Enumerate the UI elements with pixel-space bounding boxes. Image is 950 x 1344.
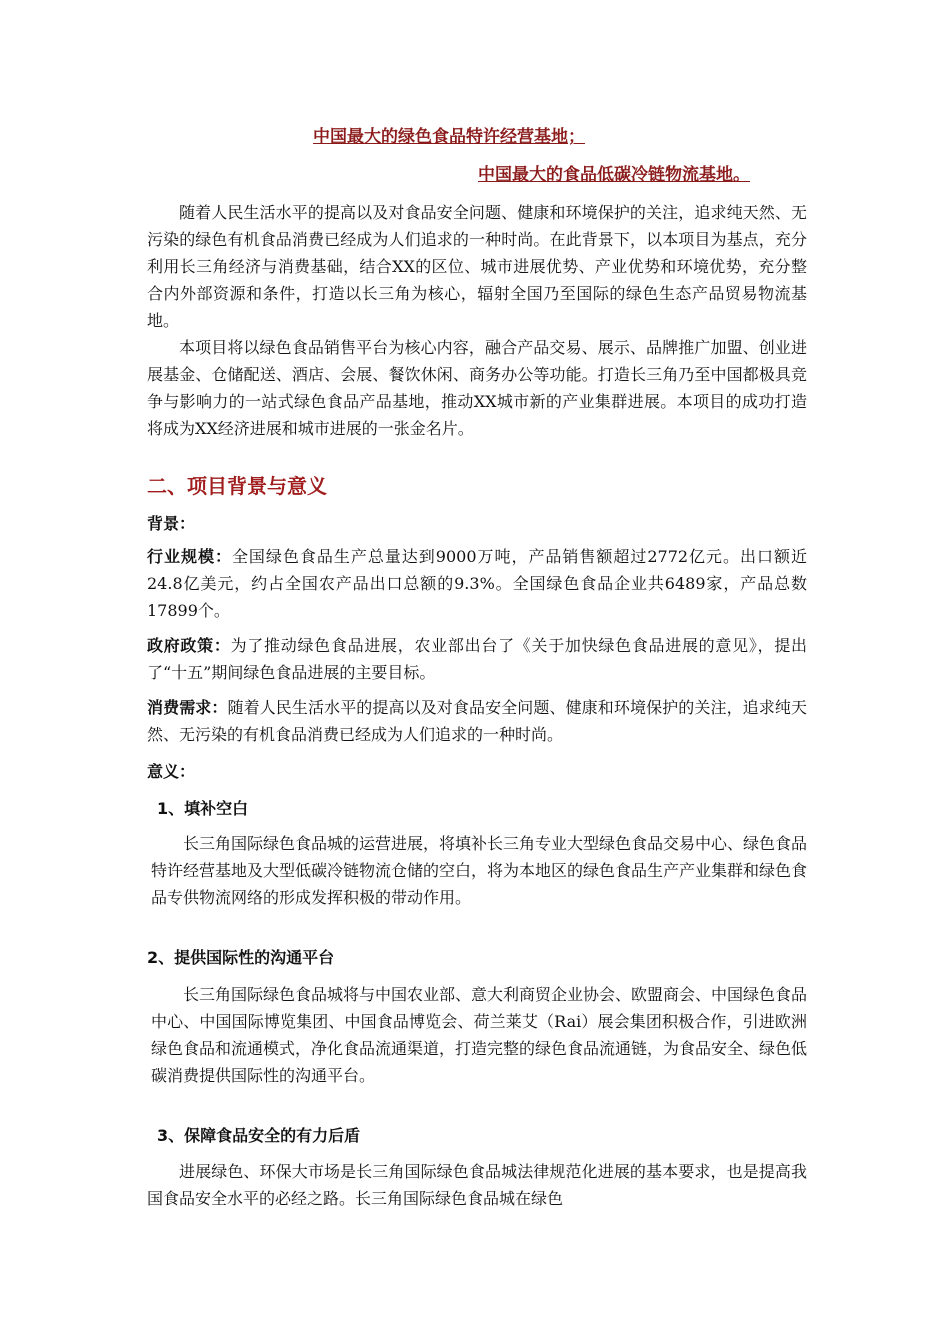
significance-paragraph-2: 长三角国际绿色食品城将与中国农业部、意大利商贸企业协会、欧盟商会、中国绿色食品中心、中国国际博览集团、中国食品博览会、荷兰莱艾（Rai）展会集团积极合作，引进欧洲绿色食品和流通模式，净化食品流通渠道，打造完整的绿色食品流通链，为食品安全、绿色低碳消费提供国际性的沟通平台。: [151, 985, 808, 1085]
intro-paragraph-2: 本项目将以绿色食品销售平台为核心内容，融合产品交易、展示、品牌推广加盟、创业进展基金、仓储配送、酒店、会展、餐饮休闲、商务办公等功能。打造长三角乃至中国都极具竞争与影响力的一站式绿色食品产品基地，推动XX城市新的产业集群进展。本项目的成功打造将成为XX经济进展和城市进展的一张金名片。: [147, 338, 807, 438]
intro-paragraph-1: 随着人民生活水平的提高以及对食品安全问题、健康和环境保护的关注，追求纯天然、无污染的绿色有机食品消费已经成为人们追求的一种时尚。在此背景下，以本项目为基点，充分利用长三角经济与消费基础，结合XX的区位、城市进展优势、产业优势和环境优势，充分整合内外部资源和条件，打造以长三角为核心，辐射全国乃至国际的绿色生态产品贸易物流基地。: [147, 203, 807, 330]
significance-paragraph-1: 长三角国际绿色食品城的运营进展，将填补长三角专业大型绿色食品交易中心、绿色食品特许经营基地及大型低碳冷链物流仓储的空白，将为本地区的绿色食品生产产业集群和绿色食品专供物流网络的形成发挥积极的带动作用。: [151, 834, 808, 907]
industry-scale-label: 行业规模：: [147, 547, 232, 566]
tagline-cold-chain-base: 中国最大的食品低碳冷链物流基地。: [478, 165, 750, 185]
significance-heading-3: 3、保障食品安全的有力后盾: [157, 1126, 361, 1145]
section-heading-background-significance: 二、项目背景与意义: [147, 474, 327, 498]
consumer-demand-label: 消费需求：: [147, 698, 228, 717]
significance-label: 意义：: [147, 762, 196, 781]
government-policy-paragraph: [147, 632, 807, 686]
background-label: 背景：: [147, 514, 196, 533]
consumer-demand-text: 随着人民生活水平的提高以及对食品安全问题、健康和环境保护的关注，追求纯天然、无污染的有机食品消费已经成为人们追求的一种时尚。: [147, 698, 807, 744]
significance-heading-1: 1、填补空白: [157, 799, 249, 818]
industry-scale-text: 全国绿色食品生产总量达到9000万吨，产品销售额超过2772亿元。出口额近24.8亿美元，约占全国农产品出口总额的9.3%。全国绿色食品企业共6489家，产品总数17899个。: [147, 547, 807, 620]
government-policy-text: 为了推动绿色食品进展，农业部出台了《关于加快绿色食品进展的意见》，提出了“十五”期间绿色食品进展的主要目标。: [147, 636, 807, 682]
government-policy-label: 政府政策：: [147, 636, 231, 655]
consumer-demand-paragraph: [147, 694, 807, 748]
significance-heading-2: 2、提供国际性的沟通平台: [147, 948, 335, 967]
significance-paragraph-3: 进展绿色、环保大市场是长三角国际绿色食品城法律规范化进展的基本要求，也是提高我国食品安全水平的必经之路。长三角国际绿色食品城在绿色: [147, 1162, 807, 1208]
tagline-franchise-base: 中国最大的绿色食品特许经营基地；: [313, 127, 585, 147]
industry-scale-paragraph: [147, 543, 807, 624]
